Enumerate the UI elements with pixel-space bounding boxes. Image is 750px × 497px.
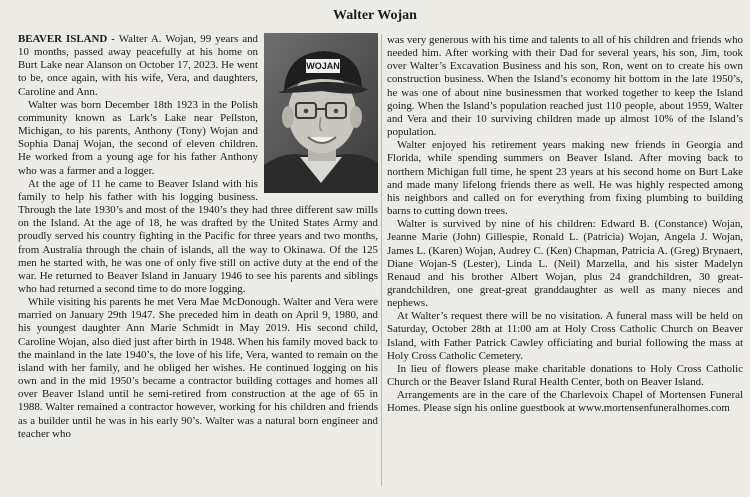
- continuation-paragraph: was very generous with his time and talents to all of his children and friends who needed him. After working with their Dad for several years, his son, Jim, took over Walter’s Excavation Business and his son, Ron, went on to create his own construction business. When the Island’s economy hit bottom in the late 1950’s, he was one of about nine businessmen that worked together to keep the Island going. When the Island’s population reached just 110 people, about 1959, Walter and Vera and their 10 surviving children made up almost 10% of the Island’s population.: [387, 34, 743, 139]
- survivors-paragraph: Walter is survived by nine of his children: Edward B. (Constance) Wojan, Jeanne Marie (John) Gillespie, Ronald L. (Patricia) Wojan, Angela J. Wojan, James L. (Karen) Wojan, Audrey C. (Ken) Chapman, Patricia A. (Greg) Brynaert, Diane Wojan-S (Lester), Linda L. (Neil) Marzella, and his sister Madelyn Renaud and his brother Albert Wojan, plus 24 grandchildren, 30 great-grandchildren, one great-great granddaughter as well as many nieces and nephews.: [387, 218, 743, 310]
- services-paragraph: At Walter’s request there will be no visitation. A funeral mass will be held on Saturday, October 28th at 11:00 am at Holy Cross Catholic Church on Beaver Island, with Father Patrick Cawley officiating and burial following the mass at Holy Cross Catholic Cemetery.: [387, 310, 743, 362]
- birth-paragraph: Walter was born December 18th 1923 in the Polish community known as Lark’s Lake near Pellston, Michigan, to his parents, Anthony (Tony) Wojan and Sophia Danaj Wojan, the second of eleven children. He worked from a young age for his father Anthony who was a farmer and a logger.: [18, 98, 258, 177]
- column-divider: [381, 34, 382, 486]
- donations-paragraph: In lieu of flowers please make charitable donations to Holy Cross Catholic Church or the Beaver Island Rural Health Center, both on Beaver Island.: [387, 362, 743, 389]
- dateline: BEAVER ISLAND -: [18, 33, 115, 45]
- intro-text: Walter A. Wojan, 99 years and 10 months, passed away peacefully at his home on Burt Lake near Alanson on October 17, 2023. He went to be, once again, with his wife, Vera, and daughters, Caroline and Ann.: [18, 33, 258, 98]
- marriage-paragraph: While visiting his parents he met Vera Mae McDonough. Walter and Vera were married on January 29th 1947. She preceded him in death on April 9, 1980, and his youngest daughter Ann Marie Schmidt in May 2019. His second child, Caroline Wojan, also died just after birth in 1948. When his family moved back to the mainland in the late 1940’s, the love of his life, Vera, wanted to remain on the island with her family, and he obliged her wishes. He continued logging on his own and in the mid 1950’s became a contractor building cottages and homes all over Beaver Island until he semi-retired from construction at the age of 65 in 1988. Walter remained a contractor however, working for his children and friends as a builder until he was in his early 90’s. Walter was a natural born engineer and teacher who: [18, 296, 378, 440]
- right-column: [387, 34, 743, 416]
- retirement-paragraph: Walter enjoyed his retirement years making new friends in Georgia and Florida, while spending summers on Beaver Island. After moving back to northern Michigan full time, he spent 23 years at his second home on Burt Lake and made many lifelong friends there as well. He was highly respected among his neighbors and called on for everything from fixing plumbing to building barns to cutting down trees.: [387, 139, 743, 218]
- portrait-image: [264, 33, 378, 193]
- portrait-photo: [264, 33, 378, 193]
- left-column: [18, 33, 378, 441]
- cap-text: WOJAN: [306, 61, 340, 71]
- arrangements-paragraph: Arrangements are in the care of the Charlevoix Chapel of Mortensen Funeral Homes. Please sign his online guestbook at www.mortensenfuneralhomes.com: [387, 389, 743, 415]
- obituary-title: Walter Wojan: [333, 8, 417, 23]
- military-paragraph: At the age of 11 he came to Beaver Island with his family to help his father with his logging business. Through the late 1930’s and most of the 1940’s they had three different saw mills on the Island. At the age of 18, he was drafted by the United States Army and proudly served his country fighting in the Pacific for three years and two months, from Australia through the chain of islands, all the way to Okinawa. Of the 125 men he started with, he was one of only five still on active duty at the end of the war. He returned to Beaver Island in January 1946 to see his parents and siblings who had returned a second time to do more logging.: [18, 177, 378, 295]
